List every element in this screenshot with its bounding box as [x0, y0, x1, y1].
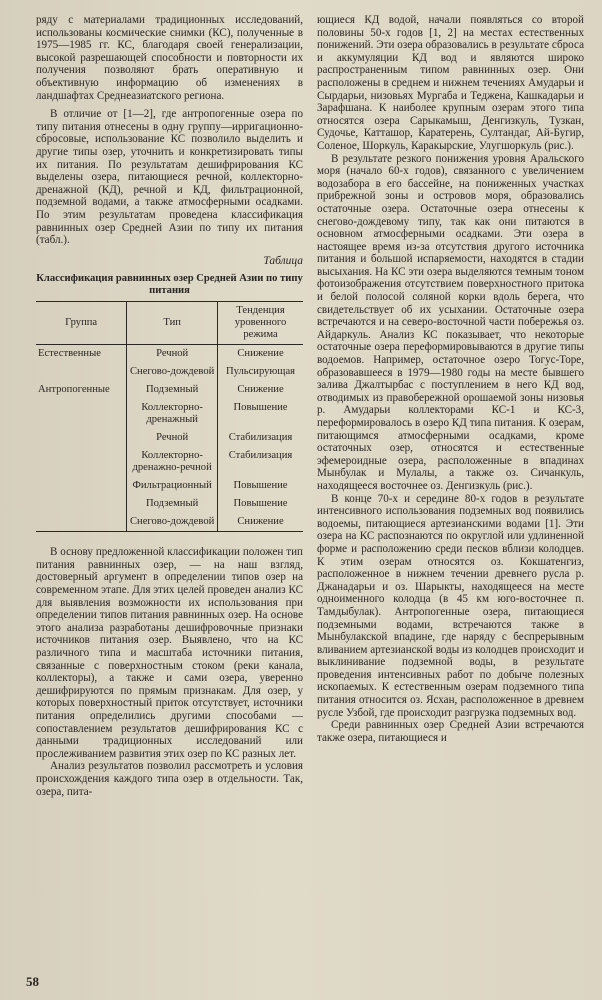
table-cell — [36, 513, 127, 532]
table-row — [36, 477, 303, 495]
left-column — [36, 14, 303, 798]
page-number: 58 — [26, 974, 39, 989]
table-header-cell: Тенденция уровенного режима — [218, 302, 303, 345]
paragraph: ряду с материалами традиционных исследований, использованы космические снимки (КС), полученные в 1975—1985 гг. КС, благодаря своей генерализации, высокой разрешающей способности и повторности их получения позволяют брать оперативную и объективную информацию об изменениях в ландшафтах Среднеазиатского региона. — [36, 14, 303, 102]
table-row — [36, 447, 303, 477]
table-cell: Подземный — [127, 381, 218, 399]
table-row — [36, 345, 303, 364]
table-cell: Снегово-дождевой — [127, 363, 218, 381]
right-column — [317, 14, 584, 798]
paragraph: В отличие от [1—2], где антропогенные озера по типу питания отнесены в одну группу—ирригационно-сбросовые, использование КС позволило выделить и другие типы озер, уточнить и конкретизировать типы их питания. По результатам дешифрирования КС выделены озера, питающиеся речной, коллекторно-дренажной (КД), речной и КД, фильтрационной, подземной водами, а также атмосферными осадками. По этим результатам проведена классификация равнинных озер Средней Азии по типу их питания (табл.). — [36, 108, 303, 247]
table-row — [36, 381, 303, 399]
table-cell — [36, 495, 127, 513]
table-row — [36, 399, 303, 429]
paragraph: ющиеся КД водой, начали появляться со второй половины 50-х годов [1, 2] на местах естественных понижений. Эти озера образовались в результате сброса и аккумуляции КД вод и являются широко распространенным типом равнинных озер. Они расположены в среднем и нижнем течениях Амударьи и Сырдарьи, низовьях Мургаба и Теджена, Кашкадарьи и Зарафшана. К наиболее крупным озерам этого типа относятся озера Сарыкамыш, Денгизкуль, Тузкан, Судочье, Катташор, Каратерень, Султандаг, Ай-Бугир, Соленое, Шоркуль, Каракырские, Улугшоркуль (рис.). — [317, 14, 584, 152]
table-header-row — [36, 302, 303, 345]
paragraph: В результате резкого понижения уровня Аральского моря (начало 60-х годов), связанного с увеличением водозабора в его бассейне, на пониженных участках прибрежной зоны и островов моря, образовались остаточные озера. Остаточные озера отнесены к снегово-дождевому типу, так как они питаются в основном атмосферными осадками. Эти озера в настоящее время из-за отсутствия другого источника питания и большой испаряемости, находятся в стадии высыхания. На КС эти озера выделяются темным тоном фотоизображения отсутствием поверхностного притока и белой полосой соляной корки вдоль берега, что свидетельствует об их усыхании. Остаточные озера встречаются и на северо-восточной части побережья оз. Айдаркуль. Анализ КС показывает, что некоторые остаточные озера переформировываются в другие типы водоемов. Например, остаточное озеро Тогус-Торе, образовавшееся в 1979—1980 годы на месте бывшего залива Джалтырбас с поступлением в него КД вод, отводимых из правобережной орошаемой зоны низовья р. Амударьи коллекторами КС-1 и КС-3, переформировалось в озеро КД типа питания. К озерам, питающимся атмосферными осадками, кроме остаточных озер, относятся и естественные эфемероидные озера, расположенные в впадинах Мынбулак и Мулалы, а также оз. Сичанкуль, находящееся восточнее оз. Денгизкуль (рис.). — [317, 152, 584, 492]
table-cell — [36, 447, 127, 477]
table-cell: Коллекторно-дренажно-речной — [127, 447, 218, 477]
table-row — [36, 495, 303, 513]
paragraph: Среди равнинных озер Средней Азии встречаются также озера, питающиеся и — [317, 719, 584, 744]
table-cell: Фильтрационный — [127, 477, 218, 495]
paragraph: В основу предложенной классификации положен тип питания равнинных озер, — на наш взгляд, достоверный аргумент в определении типов озер на современном этапе. Для этих целей проведен анализ КС для выявления возможности их использования при определении типов питания равнинных озер. На основе этого анализа разработаны дешифровочные признаки источников питания озер. Выявлено, что на КС различного типа и масштаба источники питания, связанные с поверхностным стоком (реки канала, коллекторы), а также и сами озера, уверенно дешифрируются по прямым признакам. Для озер, у которых поверхностный приток отсутствует, источники питания определились другими способами — сопоставлением результатов дешифрирования КС с данными традиционных исследований или прослеживанием развития этих озер по КС разных лет. — [36, 546, 303, 760]
paragraph: Анализ результатов позволил рассмотреть и условия происхождения каждого типа озер в отдельности. Так, озера, пита- — [36, 760, 303, 798]
table-cell: Снегово-дождевой — [127, 513, 218, 532]
table-cell: Снижение — [218, 513, 303, 532]
table-cell: Пульсирующая — [218, 363, 303, 381]
table-cell: Повышение — [218, 495, 303, 513]
table-cell — [36, 429, 127, 447]
table-header-cell: Группа — [36, 302, 127, 345]
table-cell: Речной — [127, 429, 218, 447]
table-cell: Антропогенные — [38, 384, 110, 396]
table-cell: Снижение — [218, 345, 303, 364]
table-cell — [36, 477, 127, 495]
table-cell: Естественные — [38, 348, 101, 360]
table-row — [36, 363, 303, 381]
table-cell: Повышение — [218, 399, 303, 429]
table-header-cell: Тип — [127, 302, 218, 345]
paragraph: В конце 70-х и середине 80-х годов в результате интенсивного использования подземных вод появились водоемы, питающиеся артезианскими водами [1]. Эти озера на КС распознаются по округлой или удлиненной форме и расположению среди песков вблизи колодцев. К этим озерам относятся оз. Кокшатенгиз, расположенное в нижнем течении древнего русла р. Джанадарьи и оз. Шарыкты, находящееся на месте одноименного колодца (в 45 км юго-восточнее п. Тамдыбулак). Антропогенные озера, питающиеся подземными водами, встречаются также в Мынбулакской впадине, где наряду с беспрерывным вливанием артезианской воды из колодцев происходит и выклинивание подземной воды, в результате проведения интенсивных работ по добыче полезных ископаемых. К естественным озерам подземного типа питания относится оз. Ясхан, расположенное в древнем русле Узбой, где происходит разгрузка подземных вод. — [317, 492, 584, 719]
table-cell: Подземный — [127, 495, 218, 513]
table-cell: Стабилизация — [218, 429, 303, 447]
table-row — [36, 429, 303, 447]
table-cell: Повышение — [218, 477, 303, 495]
classification-table — [36, 301, 303, 532]
table-cell — [36, 399, 127, 429]
table-cell — [36, 363, 127, 381]
table-cell: Речной — [127, 345, 218, 364]
text-columns — [36, 14, 584, 798]
table-label: Таблица — [263, 254, 303, 267]
table-title: Классификация равнинных озер Средней Азии по типу питания — [36, 273, 303, 297]
table-cell: Коллекторно-дренажный — [127, 399, 218, 429]
table-cell: Стабилизация — [218, 447, 303, 477]
table-cell: Снижение — [218, 381, 303, 399]
table-row — [36, 513, 303, 532]
